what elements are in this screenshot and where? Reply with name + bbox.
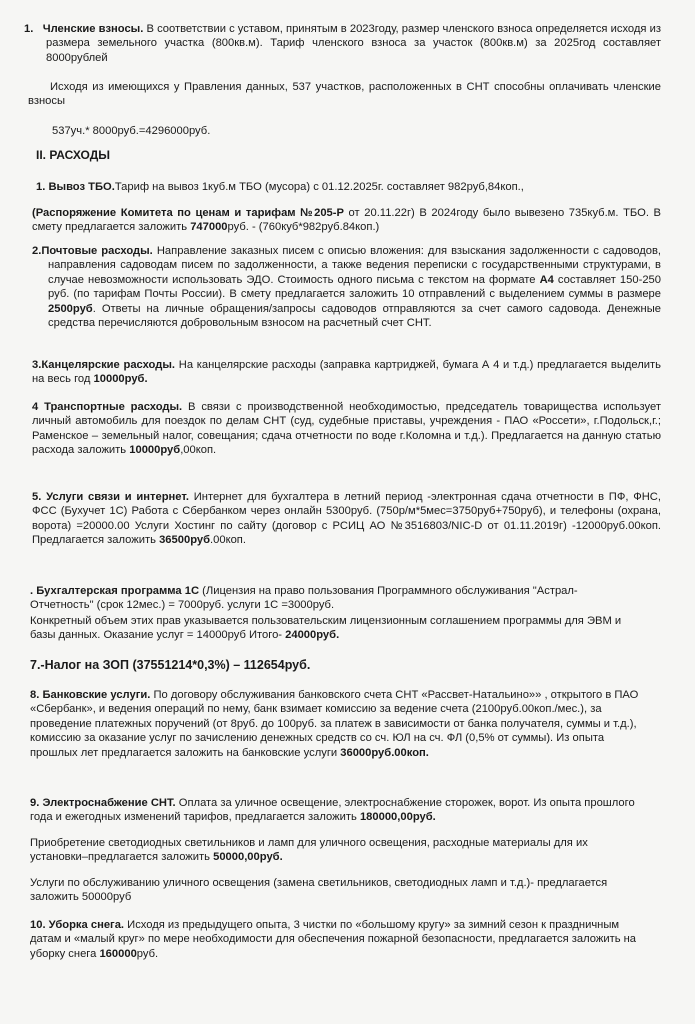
section-bank-services: 8. Банковские услуги. По договору обслуживания банковского счета СНТ «Рассвет-Натальино»» , открытого в ПАО «Сбербанк», и ведения операций по нему, банк взимает комиссию за ведение счета (2100руб.00коп./мес.), за проведение платежных поручений (от 8руб. до 100руб. за платеж в зависимости от банка получателя, суммы и т.д.), комиссию за оказание услуг по зачислению денежных средств со сч. ЮЛ на сч. ФЛ (0,5% от суммы). Из опыта прошлых лет предлагается заложить на банковские услуги 36000руб.00коп. xyxy=(30,689,639,759)
section-waste-removal: 1. Вывоз ТБО.Тариф на вывоз 1куб.м ТБО (мусора) с 01.12.2025г. составляет 982руб,84коп., xyxy=(36,181,524,193)
power-lamps-purchase: Приобретение светодиодных светильников и ламп для уличного освещения, расходные материалы для их установки–предлагается заложить 50000,00руб. xyxy=(30,837,588,864)
power-lighting-service: Услуги по обслуживанию уличного освещения (замена светильников, светодиодных ламп и т.д.)- предлагается заложить 50000руб xyxy=(30,877,608,904)
accounting-software-details: Конкретный объем этих прав указывается пользовательским лицензионным соглашением программы для ЭВМ и базы данных. Оказание услуг = 14000руб Итого- 24000руб. xyxy=(30,615,622,642)
section-power-supply: 9. Электроснабжение СНТ. Оплата за уличное освещение, электроснабжение сторожек, ворот. Из опыта прошлого года и ежегодных изменений тарифов, предлагается заложить 180000,00руб. xyxy=(30,797,635,824)
section-snow-removal: 10. Уборка снега. Исходя из предыдущего опыта, 3 чистки по «большому кругу» за зимний сезон к праздничным датам и «малый круг» по мере необходимости для обеспечения пожарной безопасности, предлагается заложить на уборку снега 160000руб. xyxy=(30,919,637,960)
section-payroll-tax: 7.-Налог на ЗОП (37551214*0,3%) – 112654руб. xyxy=(30,658,311,672)
section-postal-expenses: 2.Почтовые расходы. Направление заказных писем с описью вложения: для взыскания задолженности с садоводов, направления садоводам писем по задолженности, а также ведения переписки с государственными структурами, в случае невозможности использовать ЭДО. Стоимость одного письма с текстом на формате А4 составляет 150-250 руб. (по тарифам Почты России). В смету предлагается заложить 10 отправлений с выделением суммы в размере 2500руб. Ответы на личные обращения/запросы садоводов отправляются за счет самого садовода. Денежные средства перечисляются добровольным взносом на расчетный счет СНТ. xyxy=(32,245,661,330)
membership-calculation: 537уч.* 8000руб.=4296000руб. xyxy=(52,125,211,137)
section-transport-expenses: 4 Транспортные расходы. В связи с производственной необходимостью, председатель товарищества использует личный автомобиль для поездок по делам СНТ (суд, судебные приставы, учреждения - ПАО «Россети», г.Подольск,г.; Раменское – земельный налог, совещания; сдача отчетности по воде г.Коломна и т.д.). Предлагается на данную статью расхода заложить 10000руб,00коп. xyxy=(32,401,661,457)
waste-removal-details: (Распоряжение Комитета по ценам и тарифам №205-Р от 20.11.22г) В 2024году было вывезено 735куб.м. ТБО. В смету предлагается заложить 747000руб. - (760куб*982руб.84коп.) xyxy=(32,207,661,234)
section-membership-fees: 1. Членские взносы. В соответствии с уставом, принятым в 2023году, размер членского взноса определяется исходя из размера земельного участка (800кв.м). Тариф членского взноса за участок (800кв.м) за 2025год составляет 8000рублей xyxy=(24,23,661,64)
section-office-expenses: 3.Канцелярские расходы. На канцелярские расходы (заправка картриджей, бумага А 4 и т.д.) предлагается выделить на весь год 10000руб. xyxy=(32,359,661,386)
membership-plots-paragraph: Исходя из имеющихся у Правления данных, 537 участков, расположенных в СНТ способны оплачивать членские взносы xyxy=(28,81,661,108)
membership-title: Членские взносы. xyxy=(42,23,144,35)
section-expenses-heading: II. РАСХОДЫ xyxy=(36,148,111,162)
section-accounting-software: . Бухгалтерская программа 1С (Лицензия на право пользования Программного обслуживания "Астрал-Отчетность" (срок 12мес.) = 7000руб. услуги 1С =3000руб. xyxy=(30,585,578,612)
section-communication-services: 5. Услуги связи и интернет. Интернет для бухгалтера в летний период -электронная сдача отчетности в ПФ, ФНС, ФСС (Бухучет 1С) Работа с Сбербанком через онлайн 5300руб. (750р/м*5мес=3750руб+750руб), и телефоны (охрана, ворота) =20000.00 Услуги Хостинг по сайту (договор с РСИЦ АО №3516803/NIC-D от 01.11.2019г) -12000руб.00коп. Предлагается заложить 36500руб.00коп. xyxy=(32,491,661,547)
